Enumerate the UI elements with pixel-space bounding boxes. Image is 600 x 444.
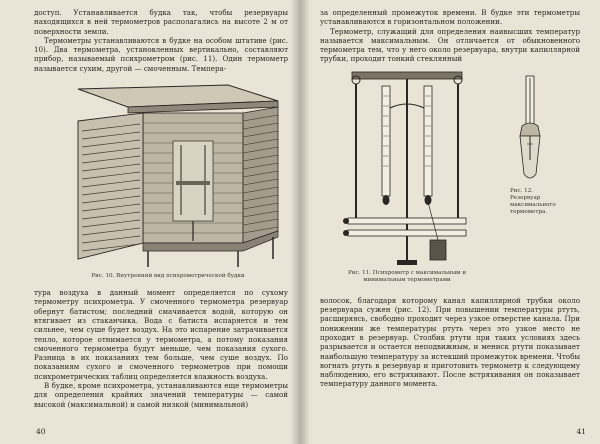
left-paragraph-3: тура воздуха в данный момент определяется по сухому термометру психрометра. У смоченного термометра резервуар обернут батистом; последний смачивается водой, которую он втягивает из стаканчика. Вода с батиста испаряется и тем сильнее, чем суше будет воздух. На это испарение затрачивается тепло, которое отнимается у термометра, а потому показания смоченного термометра будут меньше, чем показания сухого. Разница в их показаниях тем больше, чем суше воздух. По показаниям сухого и смоченного термометров при помощи психрометрических таблиц определяется влажность воздуха.	[34, 288, 288, 381]
left-paragraph-4: В будке, кроме психрометра, устанавливаются еще термометры для определения крайних значений температуры — самой высокой (максимальной) и самой низкой (минимальной)	[34, 381, 288, 409]
figure-10-caption: Рис. 10. Внутренний вид психрометрической будки	[91, 273, 245, 280]
left-paragraph-2: Термометры устанавливаются в будке на особом штативе (рис. 10). Два термометра, установленных вертикально, составляют прибор, называемый психрометром (рис. 11). Один термометр называется сухим, другой — смоченным. Темпера-	[34, 35, 288, 73]
psychrometric-booth-illustration	[48, 81, 288, 271]
right-paragraph-2: Термометр, служащий для определения наивысших температур называется максимальным. Он отличается от обыкновенного термометра тем, что у него около резервуара, внутри капиллярной трубки, проходит тонкий стеклянный	[320, 26, 580, 64]
figure-11	[342, 68, 482, 284]
maximum-thermometer-bulb-illustration	[510, 74, 550, 184]
figure-10	[48, 81, 288, 280]
left-page-number: 40	[36, 427, 46, 436]
right-paragraph-1: за определенный промежуток времени. В будке эти термометры устанавливаются в горизонтальном положении.	[320, 8, 580, 27]
right-paragraph-3: волосок, благодаря которому канал капиллярной трубки около резервуара сужен (рис. 12). При повышении температуры ртуть, расширяясь, свободно проходит через узкое отверстие канала. При понижении же температуры ртуть через это узкое место не проходит в резервуар. Столбик ртути при таких условиях здесь разрывается и остается неподвижным, и мениск ртути показывает наибольшую температуру за истекший промежуток времени. Чтобы вогнать ртуть в резервуар и приготовить термометр к следующему наблюдению, его встряхивают. После встряхивания он показывает температуру данного момента.	[320, 295, 580, 389]
right-page	[300, 0, 600, 444]
figures-11-12	[320, 68, 580, 296]
psychrometer-illustration	[342, 68, 472, 268]
book-gutter	[290, 0, 310, 444]
left-paragraph-1: доступ. Устанавливается будка так, чтобы резервуары находящихся в ней термометров располагались на высоте 2 м от поверхности земли.	[34, 8, 288, 36]
figure-12	[510, 74, 560, 216]
figure-12-caption: Рис. 12. Резервуар максимального термометра.	[510, 187, 556, 215]
figure-11-caption: Рис. 11. Психрометр с максимальным и минимальным термометрами	[347, 269, 467, 283]
right-page-number: 41	[576, 427, 586, 436]
